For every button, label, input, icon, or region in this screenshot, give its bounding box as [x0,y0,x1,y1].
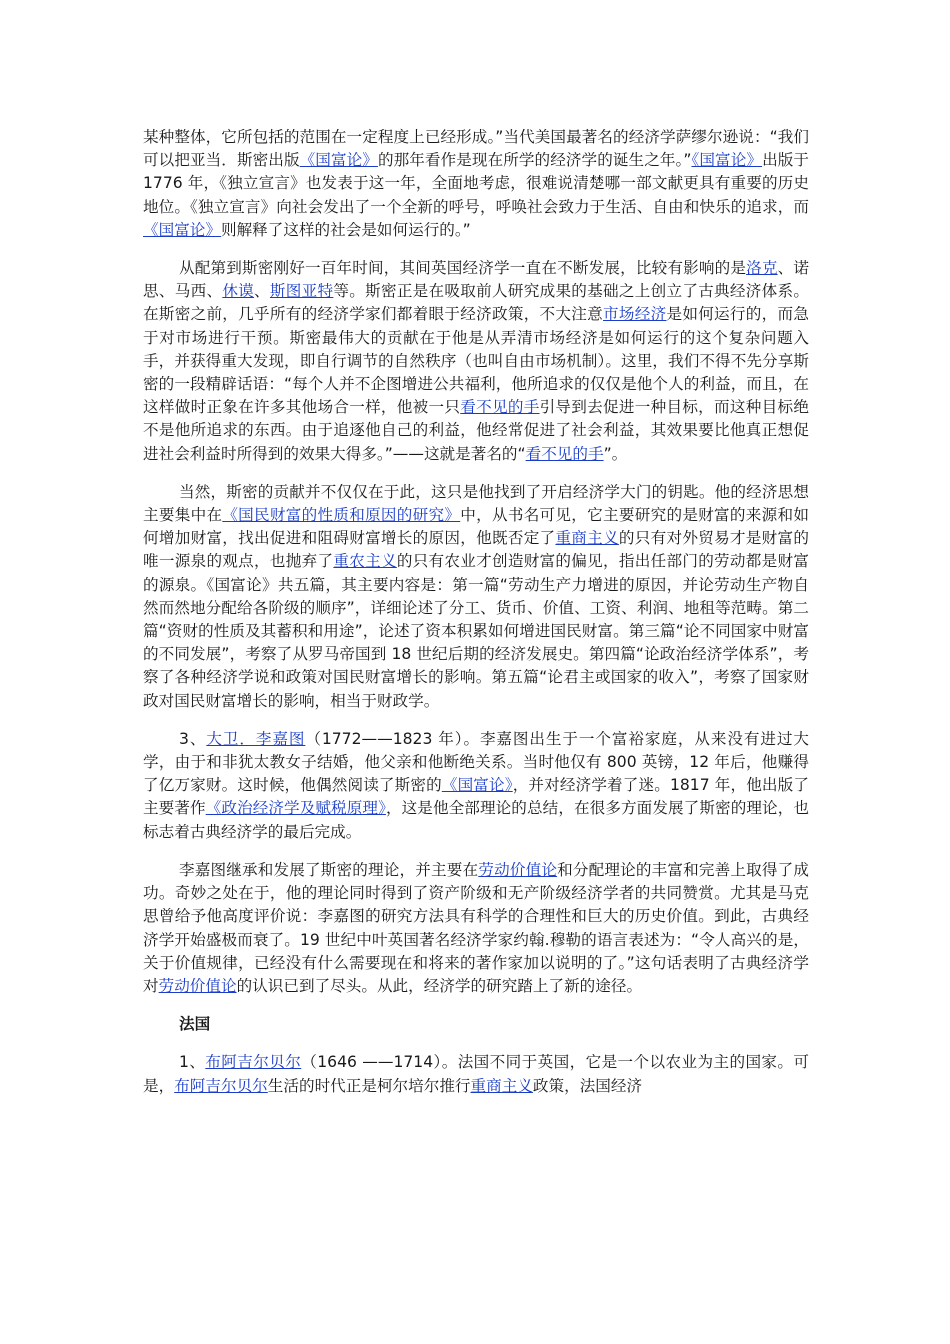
inline-link[interactable]: 重商主义 [470,1076,533,1095]
text-run: 和分配理论的丰富和完善上取得了成功。奇妙之处在于，他的理论同时得到了资产阶级和无产阶级经济学者的共同赞赏。尤其是马克思曾给予他高度评价说：李嘉图的研究方法具有科学的合理性和巨大的历史价值。到此，古典经济学开始盛极而衰了。19 世纪中叶英国著名经济学家约翰.穆勒的语言表述为：“令人高兴的是，关于价值规律，已经没有什么需要现在和将来的著作家加以说明的了。”这句话表明了古典经济学对 [143,860,809,995]
text-run: 生活的时代正是柯尔培尔推行 [267,1076,471,1095]
inline-link[interactable]: 重商主义 [555,529,619,548]
text-run: 的只有农业才创造财富的偏见，指出任部门的劳动都是财富的源泉。《国富论》共五篇，其主要内容是：第一篇“劳动生产力增进的原因，并论劳动生产物自然而然地分配给各阶级的顺序”，详细论述了分工、货币、价值、工资、利润、地租等范畴。第二篇“资财的性质及其蓄积和用途”，论述了资本积累如何增进国民财富。第三篇“论不同国家中财富的不同发展”，考察了从罗马帝国到 18 世纪后期的经济发展史。第四篇“论政治经济学体系”，考察了各种经济学说和政策对国民财富增长的影响。第五篇“论君主或国家的收入”，考察了国家财政对国民财富增长的影响，相当于财政学。 [143,552,809,710]
inline-link[interactable]: 重农主义 [333,552,397,571]
text-run: 、诺思、马西、 [143,259,809,301]
paragraph [143,126,809,242]
text-run: 从配第到斯密刚好一百年时间，其间英国经济学一直在不断发展，比较有影响的是 [179,259,747,278]
text-run: 某种整体，它所包括的范围在一定程度上已经形成。”当代美国最著名的经济学萨缪尔逊说：“我们可以把亚当．斯密出版 [143,128,809,170]
inline-link[interactable]: 《政治经济学及赋税原理》 [205,799,386,818]
text-run: 中，从书名可见，它主要研究的是财富的来源和如何增加财富，找出促进和阻碍财富增长的原因，他既否定了 [143,506,809,548]
text-run: （1772——1823 年）。李嘉图出生于一个富裕家庭，从来没有进过大学，由于和非犹太教女子结婚，他父亲和他断绝关系。当时他仅有 800 英镑，12 年后，他赚得了亿万家财。这时候，他偶然阅读了斯密的 [143,729,809,795]
inline-link[interactable]: 《国富论》 [299,151,378,170]
text-run: ，这是他全部理论的总结，在很多方面发展了斯密的理论，也标志着古典经济学的最后完成。 [143,799,809,841]
inline-link[interactable]: 洛克 [746,259,778,278]
text-run: 3、 [179,729,207,748]
inline-link[interactable]: 《国民财富的性质和原因的研究》 [222,506,461,525]
paragraph [143,1051,809,1097]
text-run: （1646 ——1714）。法国不同于英国，它是一个以农业为主的国家。可是， [143,1053,809,1095]
inline-link[interactable]: 看不见的手 [525,444,604,463]
text-run: 1、 [179,1053,206,1072]
text-run: 则解释了这样的社会是如何运行的。” [220,220,471,239]
text-run: 的只有对外贸易才是财富的唯一源泉的观点，也抛弃了 [143,529,809,571]
inline-link[interactable]: 布阿吉尔贝尔 [174,1076,268,1095]
text-run: 的那年看作是现在所学的经济学的诞生之年。” [377,151,692,170]
inline-link[interactable]: 休谟 [222,282,255,301]
text-run: 、 [254,282,270,301]
inline-link[interactable]: 《国富论》 [691,151,763,170]
document-page [143,126,809,1113]
text-run: 李嘉图继承和发展了斯密的理论，并主要在 [179,860,479,879]
paragraph [143,481,809,713]
text-run: ”。 [603,444,628,463]
text-run: 引导到去促进一种目标，而这种目标绝不是他所追求的东西。由于追逐他自己的利益，他经常促进了社会利益，其效果要比他真正想促进社会利益时所得到的效果大得多。”——这就是著名的“ [143,398,809,463]
paragraph [143,257,809,466]
inline-link[interactable]: 市场经济 [603,305,667,324]
inline-link[interactable]: 劳动价值论 [478,860,558,879]
text-run: 法国 [179,1015,211,1034]
inline-link[interactable]: 斯图亚特 [269,282,334,301]
inline-link[interactable]: 大卫．李嘉图 [206,729,306,748]
paragraph [143,859,809,998]
inline-link[interactable]: 《国富论》 [441,776,513,795]
text-run: 等。斯密正是在吸取前人研究成果的基础之上创立了古典经济体系。在斯密之前，几乎所有的经济学家们都着眼于经济政策，不大注意 [143,282,809,324]
text-run: 出版于 1776 年，《独立宣言》也发表于这一年，全面地考虑，很难说清楚哪一部文献更具有重要的历史地位。《独立宣言》向社会发出了一个全新的呼号，呼唤社会致力于生活、自由和快乐的追求，而 [143,151,809,216]
text-run: 是如何运行的，而急于对市场进行干预。斯密最伟大的贡献在于他是从弄清市场经济是如何运行的这个复杂问题入手，并获得重大发现，即自行调节的自然秩序（也叫自由市场机制）。这里，我们不得不先分享斯密的一段精辟话语：“每个人并不企图增进公共福利，他所追求的仅仅是他个人的利益，而且，在这样做时正象在许多其他场合一样，他被一只 [143,305,809,417]
inline-link[interactable]: 《国富论》 [143,220,221,239]
text-run: ，并对经济学着了迷。1817 年，他出版了主要著作 [143,776,809,818]
section-heading [143,1013,809,1036]
inline-link[interactable]: 看不见的手 [460,398,540,417]
text-run: 政策，法国经济 [532,1076,643,1095]
text-run: 当然，斯密的贡献并不仅仅在于此，这只是他找到了开启经济学大门的钥匙。他的经济思想主要集中在 [143,482,809,525]
text-run: 的认识已到了尽头。从此，经济学的研究踏上了新的途径。 [236,976,643,995]
paragraph [143,728,809,844]
inline-link[interactable]: 布阿吉尔贝尔 [205,1053,302,1072]
inline-link[interactable]: 劳动价值论 [158,976,237,995]
